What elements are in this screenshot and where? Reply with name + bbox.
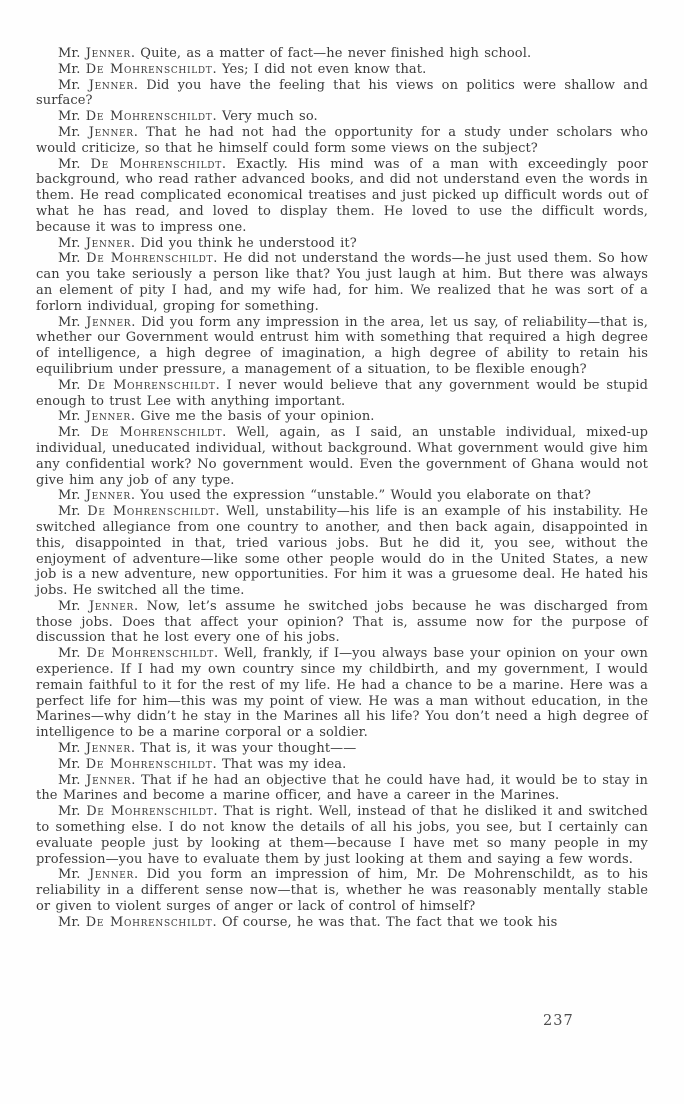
testimony-paragraph xyxy=(36,315,648,378)
speaker-name: Mr. Jenner xyxy=(58,741,131,757)
speaker-name: Mr. De Mohrenschildt xyxy=(58,61,213,77)
speech-text: . Now, let’s assume he switched jobs because he was discharged from those jobs. Does that affect your opinion? That is, assume now for the purpose of discussion that he lost every one of his jobs. xyxy=(36,598,649,646)
testimony-paragraph xyxy=(36,504,648,599)
speech-text: . Did you have the feeling that his views on politics were shallow and surface? xyxy=(36,77,649,109)
speaker-name: Mr. Jenner xyxy=(58,235,131,251)
speech-text: . Very much so. xyxy=(212,109,318,125)
testimony-paragraph xyxy=(36,78,648,110)
testimony-paragraph xyxy=(36,425,648,488)
speech-text: . Did you form an impression of him, Mr. De Mohrenschildt, as to his reliability in a different sense now—that is, whether he was reasonably mentally stable or given to violent surges of anger or lack of control of himself? xyxy=(36,867,648,915)
speech-text: . That he had not had the opportunity for a study under scholars who would criticize, so that he himself could form some views on the subject? xyxy=(36,124,648,156)
speech-text: . Did you form any impression in the area, let us say, of reliability—that is, whether our Government would entrust him with something that required a high degree of intelligence, a high degree of imagination, a high degree of ability to retain his equilibrium under pressure, a management of a situation, to be flexible enough? xyxy=(36,314,649,377)
testimony-paragraph xyxy=(36,804,648,867)
testimony-paragraph xyxy=(36,378,648,410)
testimony-paragraph xyxy=(36,915,648,931)
testimony-paragraph xyxy=(36,236,648,252)
speaker-name: Mr. De Mohrenschildt xyxy=(58,156,222,172)
speech-text: . Yes; I did not even know that. xyxy=(212,61,427,77)
speaker-name: Mr. De Mohrenschildt xyxy=(58,504,216,520)
testimony-paragraph xyxy=(36,62,648,78)
speaker-name: Mr. Jenner xyxy=(58,409,131,425)
testimony-paragraph xyxy=(36,125,648,157)
testimony-paragraph xyxy=(36,599,648,646)
testimony-paragraph xyxy=(36,488,648,504)
page-number: 237 xyxy=(543,1013,574,1029)
speaker-name: Mr. Jenner xyxy=(58,867,135,883)
testimony-text xyxy=(36,46,648,931)
testimony-paragraph xyxy=(36,741,648,757)
testimony-paragraph xyxy=(36,109,648,125)
testimony-paragraph xyxy=(36,409,648,425)
speaker-name: Mr. Jenner xyxy=(58,488,131,504)
testimony-paragraph xyxy=(36,773,648,805)
speech-text: . I never would believe that any government would be stupid enough to trust Lee with anything important. xyxy=(36,377,648,409)
speaker-name: Mr. Jenner xyxy=(58,77,134,93)
speaker-name: Mr. De Mohrenschildt xyxy=(58,109,213,125)
speech-text: . You used the expression “unstable.” Would you elaborate on that? xyxy=(130,488,591,504)
speech-text: . Well, again, as I said, an unstable individual, mixed-up individual, uneducated individual, without background. What government would give him any confidential work? No government would. Even the government of Ghana would not give him any job of any type. xyxy=(36,425,649,488)
speech-text: . He did not understand the words—he just used them. So how can you take seriously a person like that? You just laugh at him. But there was always an element of pity I had, and my wife had, for him. We realized that he was sort of a forlorn individual, groping for something. xyxy=(36,251,648,314)
speaker-name: Mr. De Mohrenschildt xyxy=(58,377,216,393)
testimony-paragraph xyxy=(36,251,648,314)
speech-text: . Did you think he understood it? xyxy=(130,235,357,251)
speaker-name: Mr. De Mohrenschildt xyxy=(58,646,214,662)
speaker-name: Mr. De Mohrenschildt xyxy=(58,804,214,820)
testimony-paragraph xyxy=(36,46,648,62)
speaker-name: Mr. Jenner xyxy=(58,46,131,61)
speech-text: . Give me the basis of your opinion. xyxy=(130,409,375,425)
speech-text: . That was my idea. xyxy=(212,756,347,772)
speaker-name: Mr. De Mohrenschildt xyxy=(58,914,213,930)
testimony-paragraph xyxy=(36,646,648,741)
testimony-paragraph xyxy=(36,867,648,914)
testimony-paragraph xyxy=(36,757,648,773)
speaker-name: Mr. Jenner xyxy=(58,598,135,614)
speaker-name: Mr. Jenner xyxy=(58,314,132,330)
speech-text: . That is right. Well, instead of that he disliked it and switched to something else. I do not know the details of all his jobs, you see, but I certainly can evaluate people just by looking at them—because I have met so many people in my profession—you have to evaluate them by just looking at them and saying a few words. xyxy=(36,804,648,867)
speech-text: . That if he had an objective that he could have had, it would be to stay in the Marines and become a marine officer, and have a career in the Marines. xyxy=(36,772,648,804)
speech-text: . Well, unstability—his life is an example of his instability. He switched allegiance from one country to another, and then back again, disappointed in this, disappointed in that, tried various jobs. But he did it, you see, without the enjoyment of adventure—like some other people would do in the United States, a new job is a new adventure, new opportunities. For him it was a gruesome deal. He hated his jobs. He switched all the time. xyxy=(36,504,648,599)
speech-text: . Quite, as a matter of fact—he never finished high school. xyxy=(130,46,532,61)
speaker-name: Mr. De Mohrenschildt xyxy=(58,756,213,772)
speech-text: . Of course, he was that. The fact that we took his xyxy=(212,914,558,930)
speech-text: . That is, it was your thought—— xyxy=(130,741,357,757)
speaker-name: Mr. De Mohrenschildt xyxy=(58,251,214,267)
speech-text: . Well, frankly, if I—you always base your opinion on your own experience. If I had my own country since my childbirth, and my government, I would remain faithful to it for the rest of my life. He had a chance to be a marine. Here was a perfect life for him—this was my point of view. He was a man without education, in the Marines—why didn’t he stay in the Marines all his life? You don’t need a high degree of intelligence to be a marine corporal or a soldier. xyxy=(36,646,648,741)
speaker-name: Mr. De Mohrenschildt xyxy=(58,425,223,441)
testimony-paragraph xyxy=(36,157,648,236)
speaker-name: Mr. Jenner xyxy=(58,772,132,788)
speaker-name: Mr. Jenner xyxy=(58,124,134,140)
speech-text: . Exactly. His mind was of a man with exceedingly poor background, who read rather advanced books, and did not understand even the words in them. He read complicated economical treatises and just picked up difficult words out of what he has read, and loved to display them. He loved to use the difficult words, because it was to impress one. xyxy=(36,156,648,235)
